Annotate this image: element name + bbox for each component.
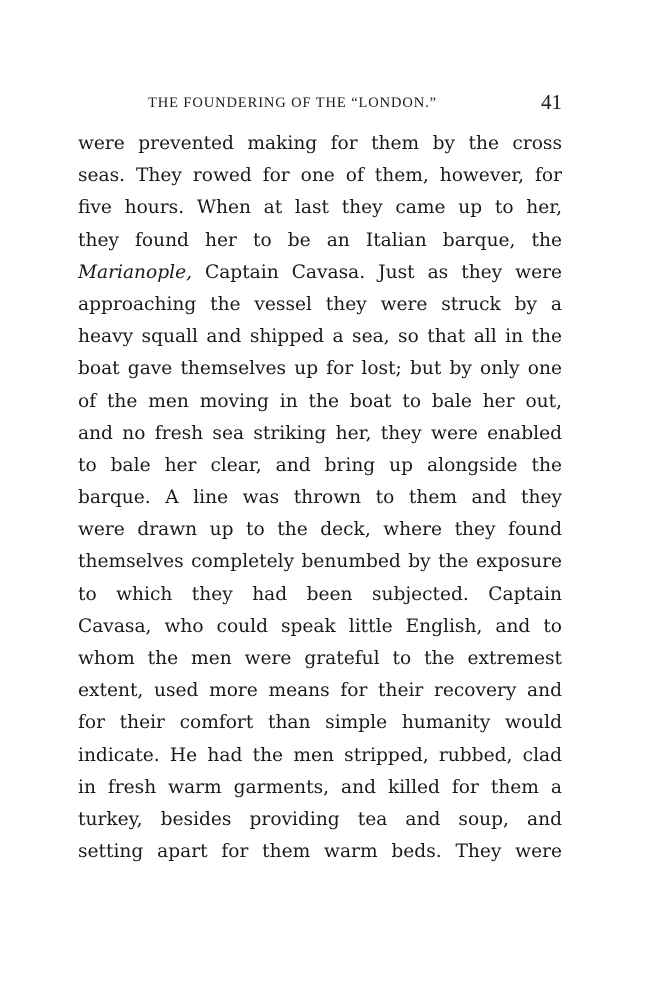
text-line: and no fresh sea striking her, they were enabled [78,422,562,444]
text-line: they found her to be an Italian barque, the [78,229,562,251]
text-line: seas. They rowed for one of them, however, for [78,165,562,187]
text-line: whom the men were grateful to the extremest [78,648,562,669]
text-line: of the men moving in the boat to bale her out, [78,390,562,412]
text-line: heavy squall and shipped a sea, so that all in the [78,326,562,348]
text-line: to which they had been subjected. Captain [78,583,562,605]
body-text [78,128,562,868]
text-line: turkey, besides providing tea and soup, and [78,808,562,830]
text-line: were drawn up to the deck, where they found [78,519,562,541]
text-line: boat gave themselves up for lost; but by only one [78,358,562,380]
text-line: extent, used more means for their recovery and [78,680,562,702]
text-line: Cavasa, who could speak little English, and to [78,615,562,637]
text-line: setting apart for them warm beds. They were [78,841,562,863]
text-line: in fresh warm garments, and killed for them a [78,776,562,798]
text-line: to bale her clear, and bring up alongside the [78,454,562,476]
running-head [78,90,562,114]
text-line: themselves completely benumbed by the exposure [78,551,562,573]
text-line: barque. A line was thrown to them and they [78,487,562,509]
ship-name: Marianople, [78,261,192,283]
text-line: indicate. He had the men stripped, rubbed, clad [78,744,562,766]
text-line [78,257,562,289]
text-line-rest: Captain Cavasa. Just as they were [205,261,562,283]
text-line: were prevented making for them by the cross [78,133,562,154]
text-line: five hours. When at last they came up to her, [78,197,562,219]
running-title: THE FOUNDERING OF THE “LONDON.” [148,95,438,111]
page-number: 41 [541,90,562,114]
text-line: for their comfort than simple humanity would [78,712,562,734]
text-line: approaching the vessel they were struck by a [78,293,562,315]
